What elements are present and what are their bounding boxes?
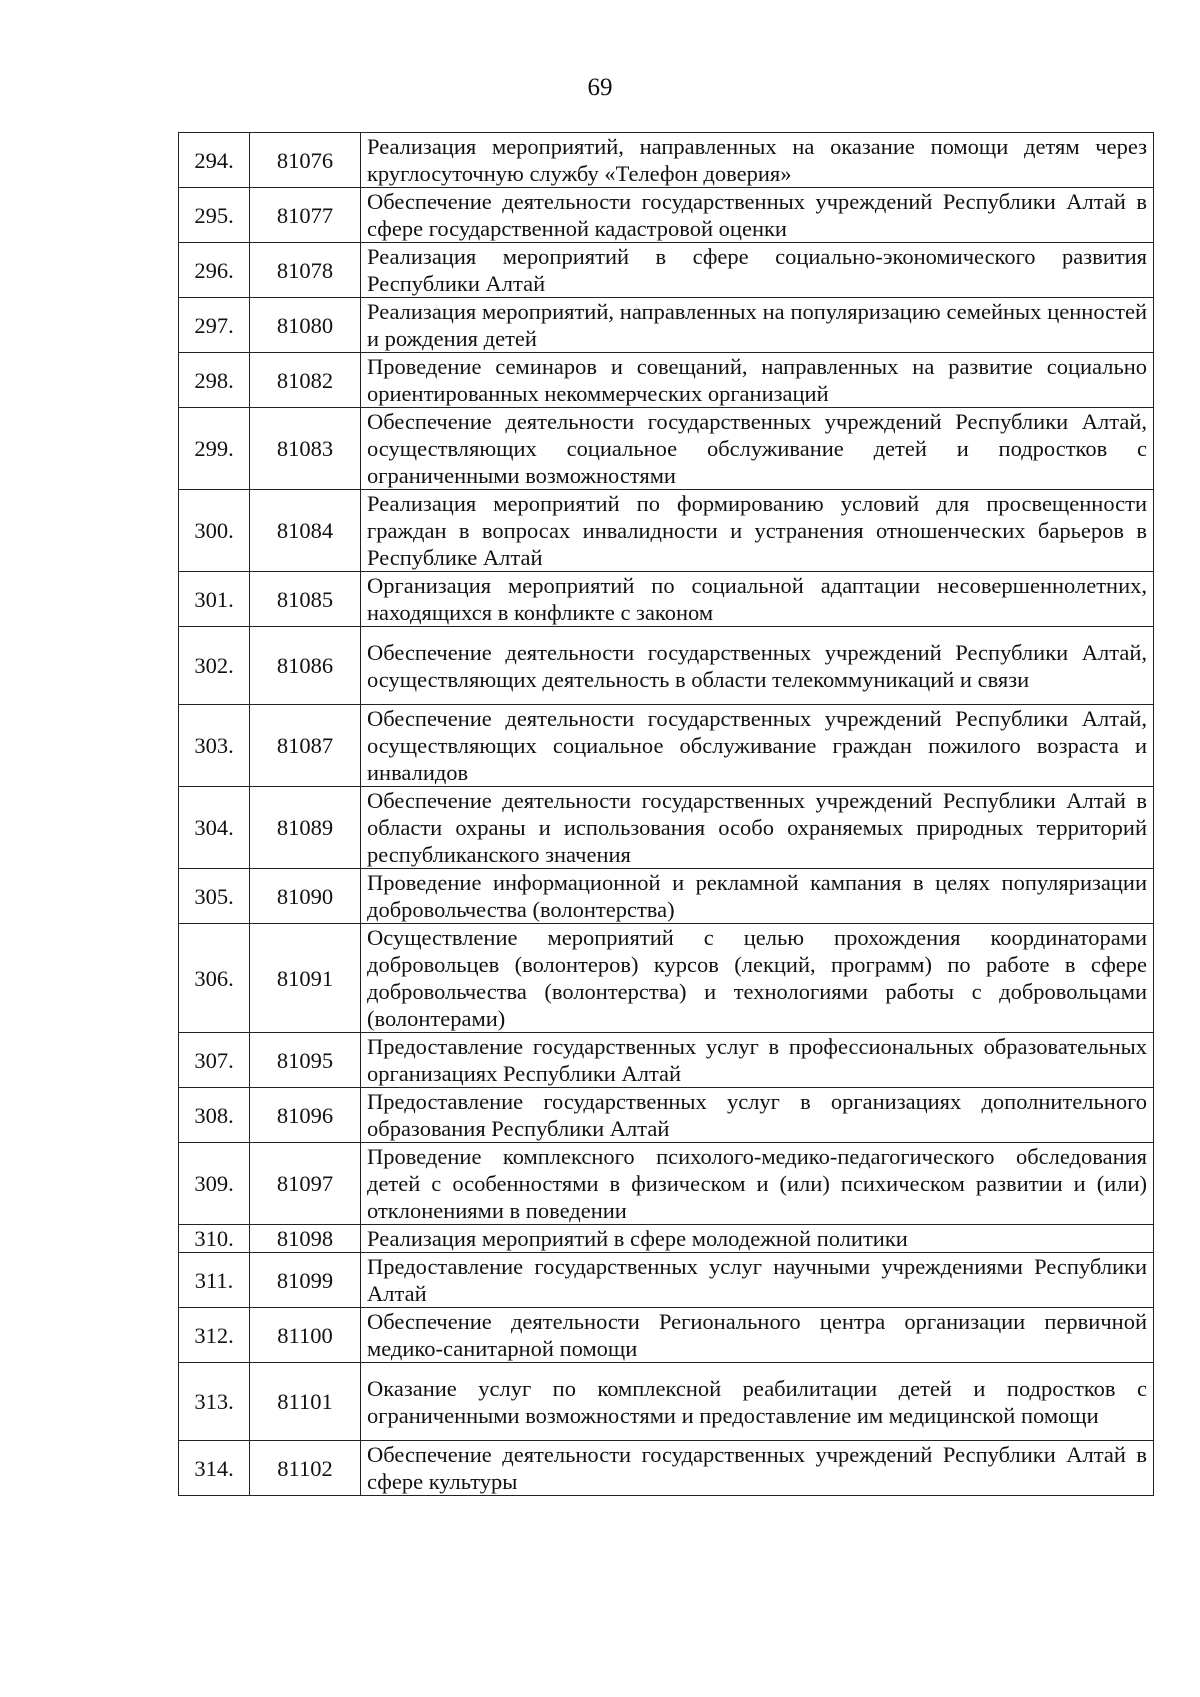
row-description: Обеспечение деятельности государственных учреждений Республики Алтай, осуществляющих социальное обслуживание граждан пожилого возраста и инвалидов: [361, 705, 1154, 787]
row-code: 81098: [250, 1225, 361, 1253]
row-number: 312.: [179, 1308, 250, 1363]
row-description: Проведение семинаров и совещаний, направленных на развитие социально ориентированных некоммерческих организаций: [361, 353, 1154, 408]
row-description: Осуществление мероприятий с целью прохождения координаторами добровольцев (волонтеров) курсов (лекций, программ) по работе в сфере добровольчества (волонтерства) и технологиями работы с добровольцами (волонтерами): [361, 924, 1154, 1033]
row-number: 314.: [179, 1441, 250, 1496]
row-code: 81095: [250, 1033, 361, 1088]
row-description: Организация мероприятий по социальной адаптации несовершеннолетних, находящихся в конфликте с законом: [361, 572, 1154, 627]
row-number: 302.: [179, 627, 250, 705]
row-number: 294.: [179, 133, 250, 188]
table-row: [179, 1225, 1154, 1253]
table-row: [179, 243, 1154, 298]
row-number: 300.: [179, 490, 250, 572]
table-row: [179, 353, 1154, 408]
row-description: Оказание услуг по комплексной реабилитации детей и подростков с ограниченными возможностями и предоставление им медицинской помощи: [361, 1363, 1154, 1441]
table-row: [179, 188, 1154, 243]
table-row: [179, 1033, 1154, 1088]
row-code: 81078: [250, 243, 361, 298]
row-description: Обеспечение деятельности Регионального центра организации первичной медико-санитарной помощи: [361, 1308, 1154, 1363]
table-row: [179, 627, 1154, 705]
table-row: [179, 572, 1154, 627]
row-code: 81090: [250, 869, 361, 924]
row-code: 81087: [250, 705, 361, 787]
row-number: 310.: [179, 1225, 250, 1253]
row-description: Обеспечение деятельности государственных учреждений Республики Алтай в сфере государственной кадастровой оценки: [361, 188, 1154, 243]
row-code: 81077: [250, 188, 361, 243]
row-number: 306.: [179, 924, 250, 1033]
row-number: 309.: [179, 1143, 250, 1225]
row-description: Обеспечение деятельности государственных учреждений Республики Алтай в области охраны и использования особо охраняемых природных территорий республиканского значения: [361, 787, 1154, 869]
table-row: [179, 298, 1154, 353]
row-description: Реализация мероприятий, направленных на оказание помощи детям через круглосуточную службу «Телефон доверия»: [361, 133, 1154, 188]
row-number: 297.: [179, 298, 250, 353]
row-number: 307.: [179, 1033, 250, 1088]
row-number: 298.: [179, 353, 250, 408]
table-row: [179, 787, 1154, 869]
row-description: Предоставление государственных услуг в организациях дополнительного образования Республики Алтай: [361, 1088, 1154, 1143]
row-number: 304.: [179, 787, 250, 869]
page-number: 69: [587, 74, 613, 101]
table-row: [179, 705, 1154, 787]
row-description: Предоставление государственных услуг научными учреждениями Республики Алтай: [361, 1253, 1154, 1308]
row-number: 295.: [179, 188, 250, 243]
table-row: [179, 408, 1154, 490]
row-code: 81086: [250, 627, 361, 705]
row-code: 81102: [250, 1441, 361, 1496]
row-description: Реализация мероприятий в сфере социально-экономического развития Республики Алтай: [361, 243, 1154, 298]
row-description: Реализация мероприятий, направленных на популяризацию семейных ценностей и рождения детей: [361, 298, 1154, 353]
row-code: 81076: [250, 133, 361, 188]
row-number: 308.: [179, 1088, 250, 1143]
table-row: [179, 133, 1154, 188]
table-row: [179, 1363, 1154, 1441]
row-code: 81083: [250, 408, 361, 490]
row-code: 81097: [250, 1143, 361, 1225]
table-row: [179, 869, 1154, 924]
table-row: [179, 490, 1154, 572]
row-number: 301.: [179, 572, 250, 627]
table-row: [179, 1088, 1154, 1143]
row-description: Проведение комплексного психолого-медико-педагогического обследования детей с особенностями в физическом и (или) психическом развитии и (или) отклонениями в поведении: [361, 1143, 1154, 1225]
table-body: [179, 133, 1154, 1496]
row-description: Обеспечение деятельности государственных учреждений Республики Алтай в сфере культуры: [361, 1441, 1154, 1496]
row-code: 81085: [250, 572, 361, 627]
row-description: Обеспечение деятельности государственных учреждений Республики Алтай, осуществляющих социальное обслуживание детей и подростков с ограниченными возможностями: [361, 408, 1154, 490]
row-number: 305.: [179, 869, 250, 924]
row-code: 81096: [250, 1088, 361, 1143]
table-row: [179, 1308, 1154, 1363]
row-description: Реализация мероприятий в сфере молодежной политики: [361, 1225, 1154, 1253]
row-number: 299.: [179, 408, 250, 490]
row-code: 81080: [250, 298, 361, 353]
row-number: 311.: [179, 1253, 250, 1308]
codes-table: [178, 132, 1154, 1496]
row-code: 81084: [250, 490, 361, 572]
row-code: 81101: [250, 1363, 361, 1441]
table-row: [179, 1441, 1154, 1496]
row-code: 81091: [250, 924, 361, 1033]
table-row: [179, 924, 1154, 1033]
row-code: 81082: [250, 353, 361, 408]
row-number: 313.: [179, 1363, 250, 1441]
row-number: 296.: [179, 243, 250, 298]
row-description: Обеспечение деятельности государственных учреждений Республики Алтай, осуществляющих деятельность в области телекоммуникаций и связи: [361, 627, 1154, 705]
row-description: Предоставление государственных услуг в профессиональных образовательных организациях Республики Алтай: [361, 1033, 1154, 1088]
table-row: [179, 1143, 1154, 1225]
row-code: 81100: [250, 1308, 361, 1363]
table-row: [179, 1253, 1154, 1308]
row-code: 81099: [250, 1253, 361, 1308]
row-description: Реализация мероприятий по формированию условий для просвещенности граждан в вопросах инвалидности и устранения отношенческих барьеров в Республике Алтай: [361, 490, 1154, 572]
row-number: 303.: [179, 705, 250, 787]
row-description: Проведение информационной и рекламной кампания в целях популяризации добровольчества (волонтерства): [361, 869, 1154, 924]
row-code: 81089: [250, 787, 361, 869]
